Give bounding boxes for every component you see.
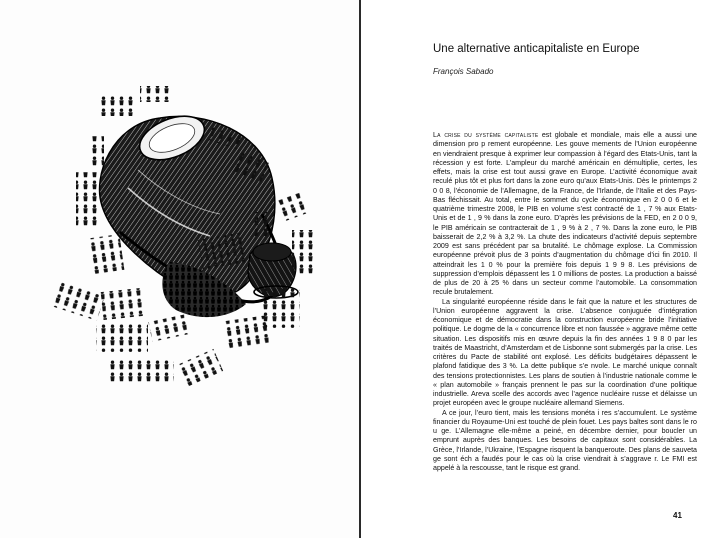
body-paragraph-3: A ce jour, l’euro tient, mais les tensions monéta i res s’accumulent. Le système financier du Royaume-Uni est touché de plein fouet. Les pays baltes sont dans le ro u ge. L’Allemagne elle-même a peiné, en décembre dernier, pour boucler un emprunt auprès des banques. Les besoins de capitaux sont considérables. La Grèce, l’Irlande, l’Ukraine, l’Espagne risquent la banqueroute. Des plans de sauveta ge sont éch a faudés pour le cas où la crise viendrait à s’aggrave r. Le FMI est appelé à la rescousse, tant le risque est grand.	[433, 408, 697, 472]
page-number: 41	[673, 511, 682, 520]
article-author: François Sabado	[433, 67, 494, 76]
lead-small-caps: La crise du système capitaliste	[433, 131, 539, 139]
article-title: Une alternative anticapitaliste en Europe	[433, 43, 640, 55]
body-paragraph-1	[433, 131, 697, 298]
body-paragraph-2: La singularité européenne réside dans le fait que la nature et les structures de l’Union européenne aggravent la crise. L’absence conjuguée d’intégration économique et de démocratie dans la construction européenne bride l’initiative politique. Le dogme de la « concurrence libre et non faussée » aggrave même cette situation. Les dispositifs mis en œuvre depuis la fin des années 1 9 8 0 par les traités de Maastricht, d’Amsterdam et de Lisbonne sont submergés par la crise. Les critères du Pacte de stabilité ont explosé. Les déficits budgétaires dépassent le plafond fatidique des 3 %. La dette publique s’e nvole. Le marché unique connaît des tensions protectionnistes. Les plans de soutien à l’industrie nationale comme le « plan automobile » français prennent le pas sur la coordination d’une politique industrielle. Areva scelle des accords avec l’agence nucléaire russe et délaisse un projet européen avec le groupe nucléaire allemand Siemens.	[433, 297, 697, 408]
right-page	[361, 0, 720, 538]
article-body	[433, 131, 697, 473]
paragraph-1-text: est globale et mondiale, mais elle a aussi une dimension pro p rement européenne. Les gouve mements de l’Union européenne en viendraient presque à exprimer leur compassion à l’égard des Etats-Unis, tant la récession y est forte. L’ampleur du marché américain en démultiplie, certes, les effets, mais la crise est tout aussi grave en Europe. L’activité économique avait reculé plus tôt et plus fort dans la zone euro qu’aux Etats-Unis. Dès le printemps 2 0 0 8, l’économie de l’Allemagne, de la France, de l’Irlande, de l’Italie et des Pays-Bas fléchissait. Au total, entre le sommet du cycle économique en 2 0 0 6 et le quatrième trimestre 2008, le PIB en volume s’est contracté de 1 , 7 % aux Etats-Unis et de 1 , 9 % dans la zone euro. D’après les prévisions de la FED, en 2 0 0 9, le PIB américain se contracterait de 1 , 9 % à 2 , 7 %. Dans la zone euro, le PIB baisserait de 2,2 % à 3,2 %. La chute des indicateurs d’activité depuis septembre 2009 est sans précédent par sa brutalité. Le chômage explose. La Commission européenne prévoit plus de 3 points d’augmentation du chômage d’ici fin 2010. Il atteindrait les 1 0 % pour la première fois depuis 1 9 9 8. Les prévisions de suppression d’emplois dépassent les 1 0 millions de postes. La production a baissé de plus de 20 à 25 % dans un secteur comme l’automobile. La consommation recule brutalement.	[433, 131, 697, 297]
